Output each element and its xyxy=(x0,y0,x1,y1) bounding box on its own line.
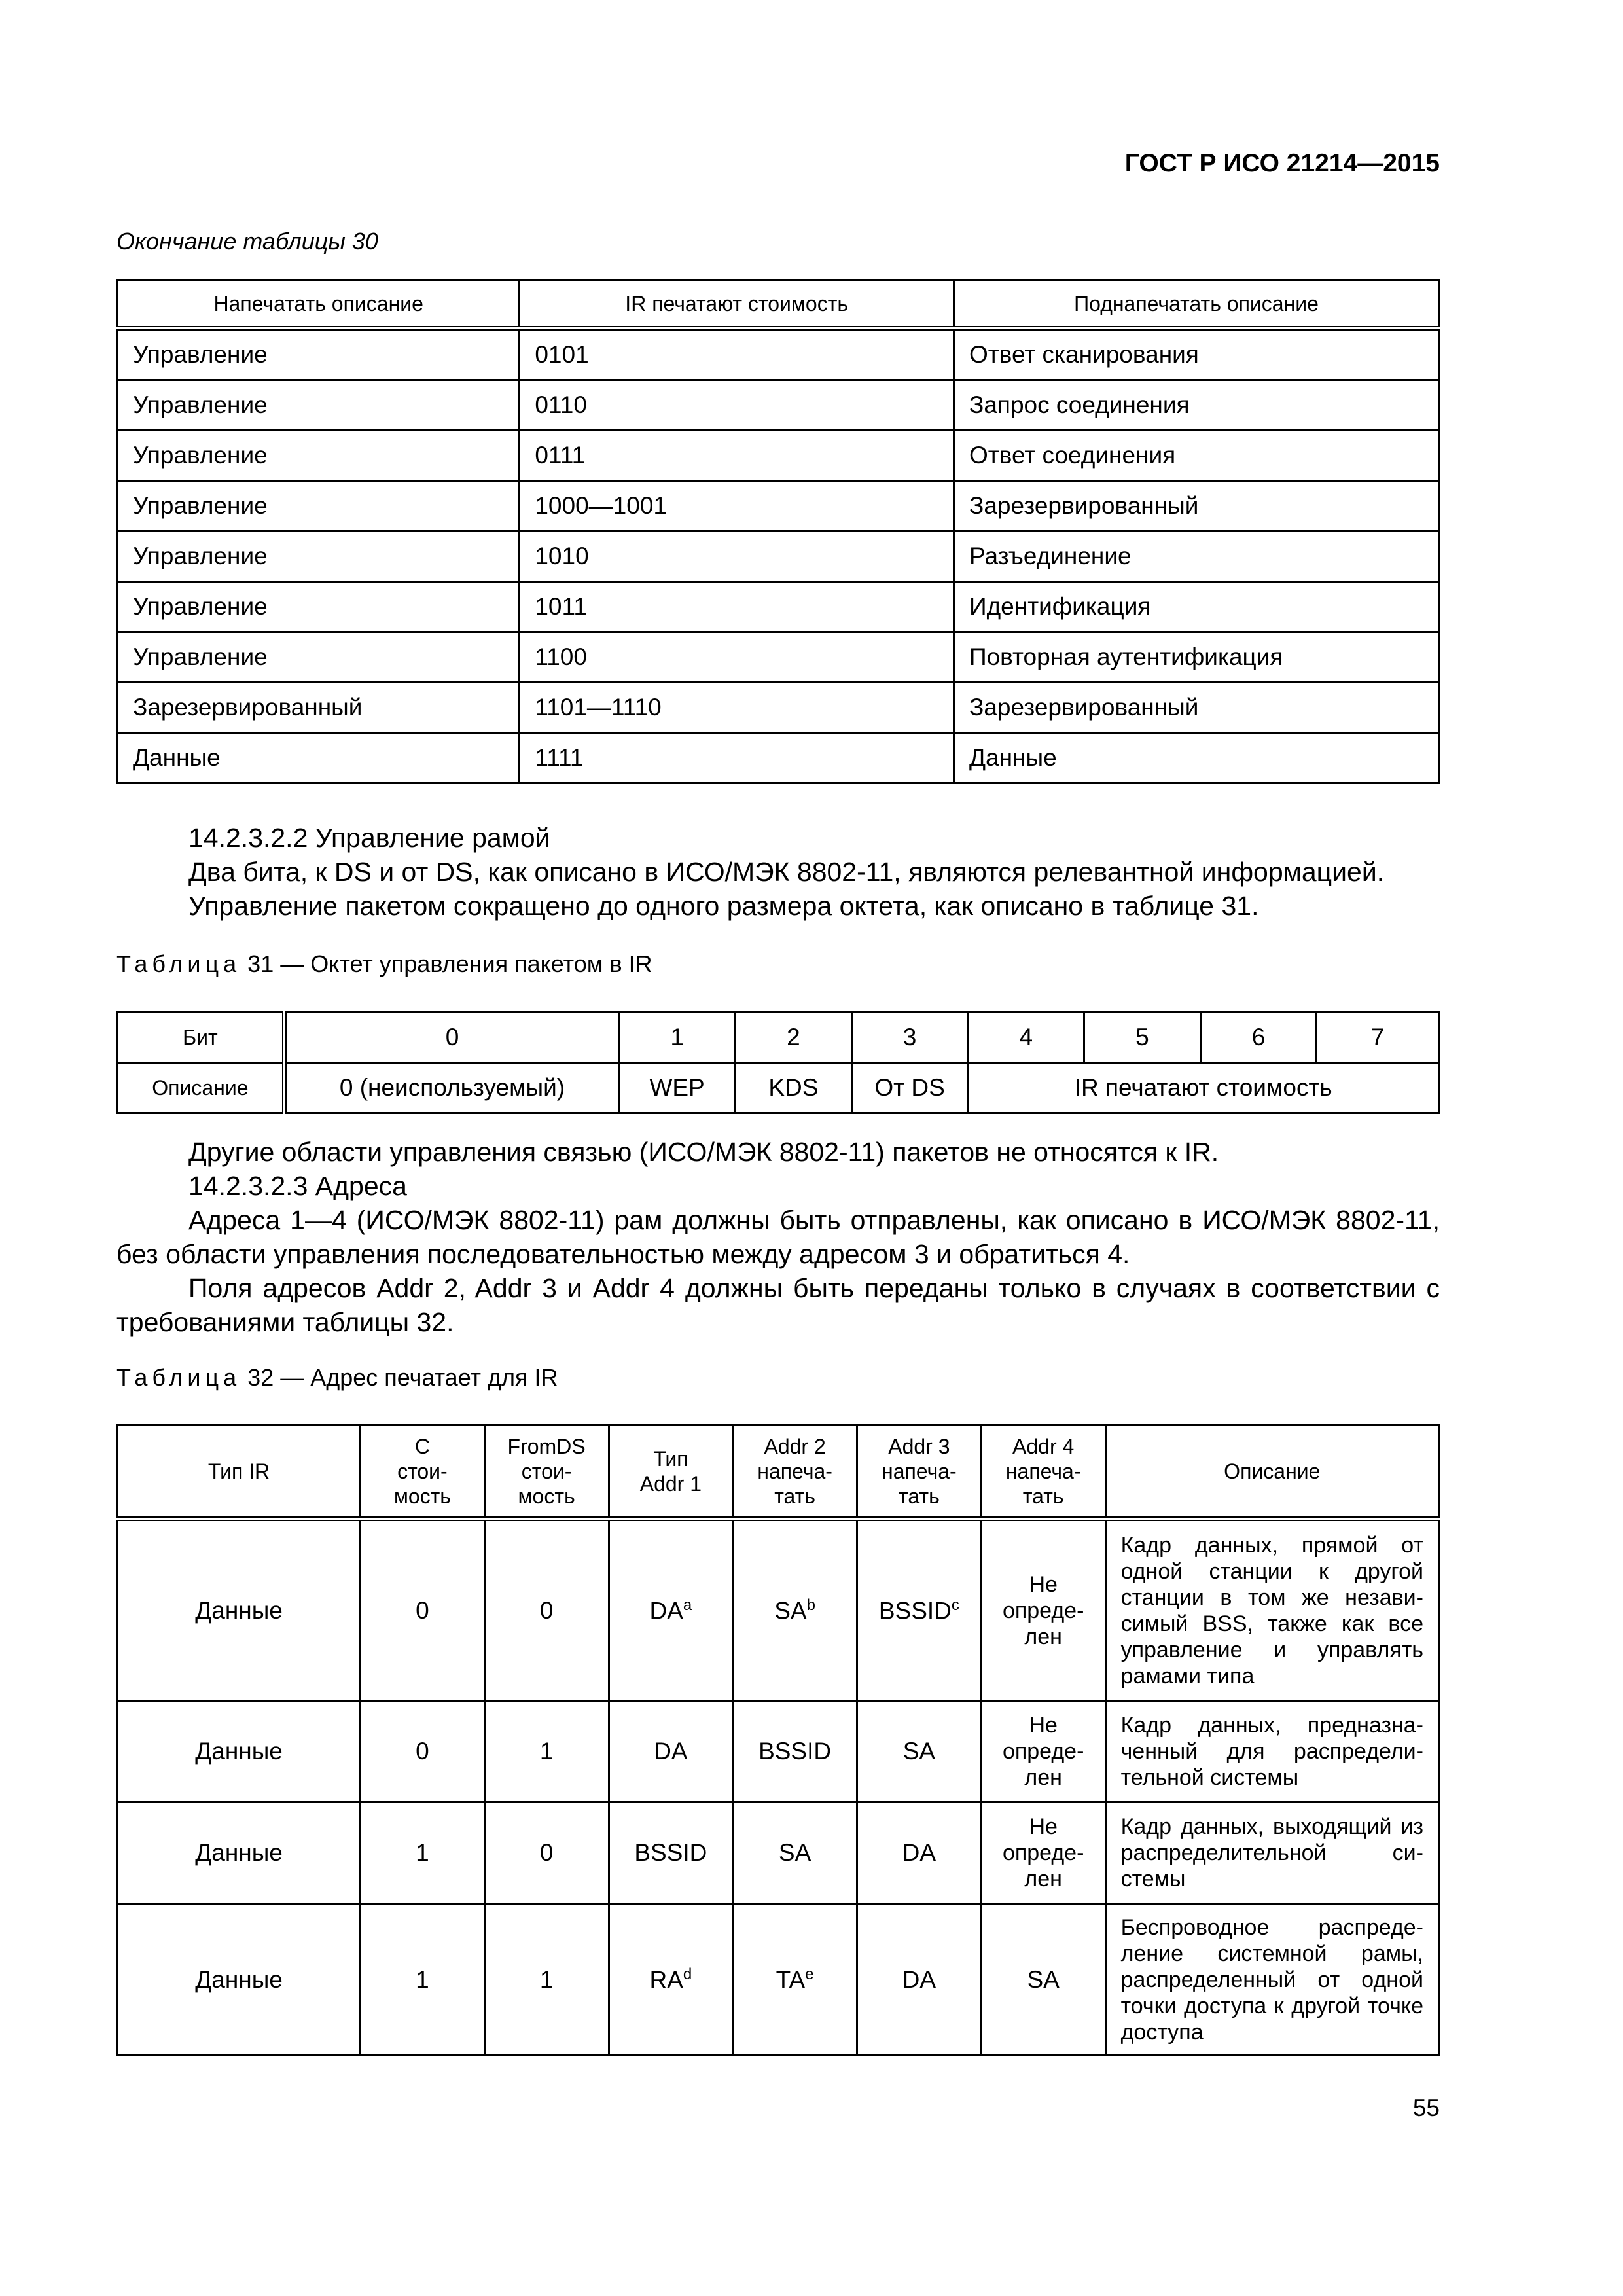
table-row xyxy=(118,481,1439,531)
table-cell: Запрос соединения xyxy=(954,380,1439,431)
table-cell: Данные xyxy=(118,1701,361,1803)
table-cell: 1 xyxy=(361,1904,485,2056)
table-cell: DA xyxy=(609,1701,733,1803)
table-cell: SA xyxy=(733,1803,857,1904)
table-cell: Зарезервированный xyxy=(954,481,1439,531)
column-header: Тип Addr 1 xyxy=(609,1426,733,1519)
section-2-text xyxy=(116,1135,1440,1339)
description-cell: WEP xyxy=(619,1063,736,1113)
table-row xyxy=(118,632,1439,683)
table-cell: $RA^d$ xyxy=(609,1904,733,2056)
table-row xyxy=(118,1701,1439,1803)
table-cell: 0 xyxy=(361,1519,485,1701)
column-header: FromDS стои- мость xyxy=(484,1426,609,1519)
column-header: Поднапечатать описание xyxy=(954,281,1439,329)
table-30 xyxy=(116,279,1440,784)
table-row xyxy=(118,329,1439,380)
column-header: Напечатать описание xyxy=(118,281,520,329)
table-row xyxy=(118,531,1439,582)
bit-cell: 1 xyxy=(619,1013,736,1063)
description-cell: Беспроводное распреде-ление системной рамы, распределенный от одной точки доступа к другой точке доступа xyxy=(1105,1904,1438,2056)
table-row xyxy=(118,380,1439,431)
document-id: ГОСТ Р ИСО 21214—2015 xyxy=(1124,149,1440,177)
section-heading: 14.2.3.2.3 Адреса xyxy=(188,1171,407,1201)
table-cell: BSSID xyxy=(733,1701,857,1803)
undefined-cell: Не опреде- лен xyxy=(981,1803,1105,1904)
table32-caption xyxy=(116,1364,558,1391)
table-row xyxy=(118,683,1439,733)
page-number: 55 xyxy=(1412,2094,1440,2121)
bit-cell: 2 xyxy=(735,1013,851,1063)
table-cell: 1101—1110 xyxy=(520,683,954,733)
description-cell: IR печатают стоимость xyxy=(968,1063,1439,1113)
description-cell: Кадр данных, предназна-ченный для распредели-тельной системы xyxy=(1105,1701,1438,1803)
bit-cell: 7 xyxy=(1317,1013,1439,1063)
table-cell: Зарезервированный xyxy=(118,683,520,733)
column-header: Тип IR xyxy=(118,1426,361,1519)
table-cell: Управление xyxy=(118,329,520,380)
description-cell: KDS xyxy=(735,1063,851,1113)
table-cell: 1 xyxy=(361,1803,485,1904)
table-cell: Управление xyxy=(118,531,520,582)
table-header-row xyxy=(118,1426,1439,1519)
table-row xyxy=(118,582,1439,632)
description-cell: 0 (неиспользуемый) xyxy=(284,1063,618,1113)
table-cell: 1010 xyxy=(520,531,954,582)
table-cell: 0101 xyxy=(520,329,954,380)
column-header: Описание xyxy=(1105,1426,1438,1519)
paragraph: Адреса 1—4 (ИСО/МЭК 8802-11) рам должны быть отправлены, как описано в ИСО/МЭК 8802-11, без области управления последовательностью между адресом 3 и обратиться 4. xyxy=(116,1205,1440,1269)
paragraph: Управление пакетом сокращено до одного размера октета, как описано в таблице 31. xyxy=(188,891,1259,921)
table-cell: BSSID xyxy=(609,1803,733,1904)
table-cell: Данные xyxy=(118,1803,361,1904)
table-cell: Данные xyxy=(118,733,520,783)
bit-cell: 0 xyxy=(284,1013,618,1063)
table-header-row xyxy=(118,281,1439,329)
bit-row xyxy=(118,1013,1439,1063)
table-row xyxy=(118,431,1439,481)
table-cell: Управление xyxy=(118,632,520,683)
table-row xyxy=(118,1519,1439,1701)
section-heading: 14.2.3.2.2 Управление рамой xyxy=(188,823,550,853)
description-cell: От DS xyxy=(851,1063,968,1113)
column-header: IR печатают стоимость xyxy=(520,281,954,329)
description-cell: Кадр данных, прямой от одной станции к другой станции в том же незави-симый BSS, также как все управление и управлять рамами типа xyxy=(1105,1519,1438,1701)
table-cell: Идентификация xyxy=(954,582,1439,632)
table-cell: 1 xyxy=(484,1701,609,1803)
table-cell: BSSID$^c$ xyxy=(857,1519,981,1701)
table-cell: Данные xyxy=(118,1904,361,2056)
column-header: С стои- мость xyxy=(361,1426,485,1519)
undefined-cell: Не опреде- лен xyxy=(981,1519,1105,1701)
table-cell: Разъединение xyxy=(954,531,1439,582)
table-cell: 0110 xyxy=(520,380,954,431)
paragraph: Другие области управления связью (ИСО/МЭК 8802-11) пакетов не относятся к IR. xyxy=(188,1137,1219,1167)
table-row xyxy=(118,733,1439,783)
bit-cell: 6 xyxy=(1200,1013,1317,1063)
paragraph: Два бита, к DS и от DS, как описано в ИСО/МЭК 8802-11, являются релевантной информацией. xyxy=(188,857,1385,887)
table-31 xyxy=(116,1011,1440,1114)
table-cell: $DA^a$ xyxy=(609,1519,733,1701)
table-cell: 0 xyxy=(484,1519,609,1701)
table-cell: 0111 xyxy=(520,431,954,481)
table-cell: Данные xyxy=(118,1519,361,1701)
table-cell: 0 xyxy=(361,1701,485,1803)
table-cell: Управление xyxy=(118,380,520,431)
bit-cell: 4 xyxy=(968,1013,1084,1063)
column-header: Addr 3 напеча- тать xyxy=(857,1426,981,1519)
table-cell: DA xyxy=(857,1904,981,2056)
table-cell: SA xyxy=(981,1904,1105,2056)
table-cell: Ответ соединения xyxy=(954,431,1439,481)
description-cell: Кадр данных, выходящий из распределительной си-стемы xyxy=(1105,1803,1438,1904)
table-caption-text: 32 — Адрес печатает для IR xyxy=(247,1364,558,1391)
table-row xyxy=(118,1904,1439,2056)
table-cell: Зарезервированный xyxy=(954,683,1439,733)
table-cell: 1111 xyxy=(520,733,954,783)
table-cell: $SA^b$ xyxy=(733,1519,857,1701)
description-row xyxy=(118,1063,1439,1113)
table-32 xyxy=(116,1424,1440,2056)
table-cell: Управление xyxy=(118,481,520,531)
table-label: Таблица xyxy=(116,950,241,977)
column-header: Addr 2 напеча- тать xyxy=(733,1426,857,1519)
table-cell: Ответ сканирования xyxy=(954,329,1439,380)
table-row xyxy=(118,1803,1439,1904)
column-header: Addr 4 напеча- тать xyxy=(981,1426,1105,1519)
table-cell: Повторная аутентификация xyxy=(954,632,1439,683)
table-cell: 0 xyxy=(484,1803,609,1904)
table-cell: Данные xyxy=(954,733,1439,783)
table-cell: $TA^e$ xyxy=(733,1904,857,2056)
bit-label: Бит xyxy=(118,1013,285,1063)
section-1-text xyxy=(116,821,1440,923)
paragraph: Поля адресов Addr 2, Addr 3 и Addr 4 должны быть переданы только в случаях в соответствии с требованиями таблицы 32. xyxy=(116,1273,1440,1337)
bit-cell: 3 xyxy=(851,1013,968,1063)
table-cell: SA xyxy=(857,1701,981,1803)
table-cell: Управление xyxy=(118,431,520,481)
table-cell: 1100 xyxy=(520,632,954,683)
description-label: Описание xyxy=(118,1063,285,1113)
table-cell: 1 xyxy=(484,1904,609,2056)
table31-caption xyxy=(116,950,652,978)
table-cell: DA xyxy=(857,1803,981,1904)
table-cell: 1011 xyxy=(520,582,954,632)
table-cell: Управление xyxy=(118,582,520,632)
table30-caption: Окончание таблицы 30 xyxy=(116,228,378,255)
table-label: Таблица xyxy=(116,1364,241,1391)
undefined-cell: Не опреде- лен xyxy=(981,1701,1105,1803)
table-caption-text: 31 — Октет управления пакетом в IR xyxy=(247,950,652,977)
table-cell: 1000—1001 xyxy=(520,481,954,531)
bit-cell: 5 xyxy=(1084,1013,1201,1063)
